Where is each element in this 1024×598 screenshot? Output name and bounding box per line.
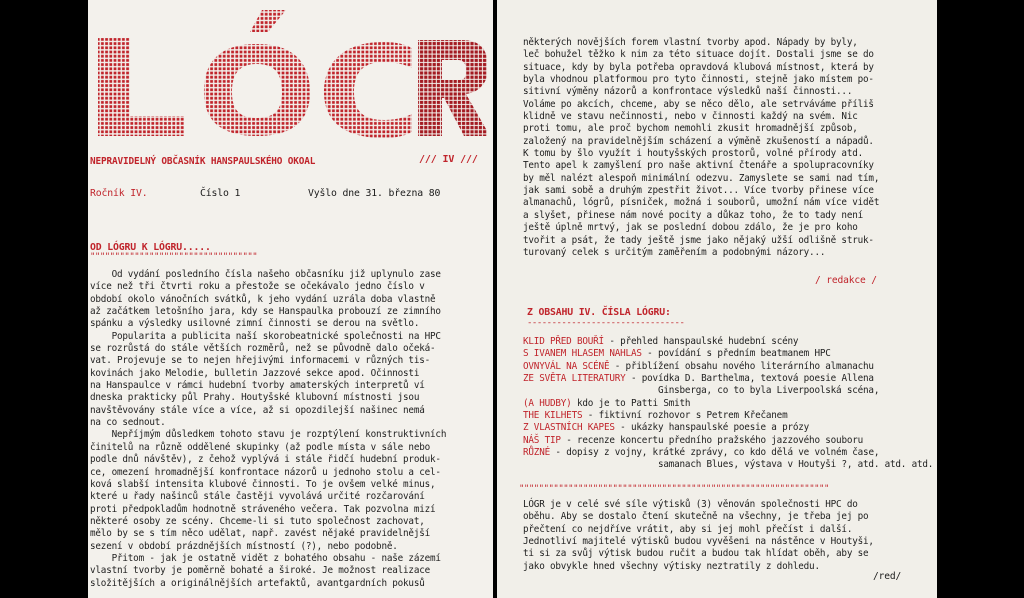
right-page	[497, 0, 937, 598]
masthead-logo	[92, 8, 487, 140]
text-line: Voláme po akcích, chceme, aby se něco dělo, ale setrváváme příliš	[523, 98, 874, 110]
contents-item-desc: - ukázky hanspaulské poesie a prózy	[620, 422, 810, 434]
contents-item-desc: - fiktivní rozhovor s Petrem Křečanem	[587, 410, 788, 422]
contents-item	[523, 410, 933, 422]
text-line: Popularita a publicita naší skorobeatnické společnosti na HPC	[90, 330, 441, 342]
text-line: přečtení co nejdříve vrátit, aby si jej mohl přečíst i další.	[523, 523, 853, 535]
text-line: turovaný celek s určitým zaměřením a podobnými názory...	[523, 246, 826, 258]
contents-item-desc: Ginsberga, co to byla Liverpoolská scéna,	[657, 385, 880, 397]
text-line: leč bohužel těžko k nim za této situace dojít. Dostali jsme se do	[523, 49, 874, 61]
contents-item	[523, 348, 933, 360]
text-line: kovinách jako Melodie, bulletin Jazzové sekce apod. Očinnosti	[90, 367, 420, 379]
closing-body	[523, 499, 874, 573]
text-line: proti předpokladům hodnotně stráveného večera. Tak pozvolna mizí	[90, 503, 436, 515]
text-line: sitivní výměny názorů a konfrontace výsledků naší činnosti...	[523, 86, 853, 98]
contents-item-desc: kdo je to Patti Smith	[576, 397, 691, 409]
text-line: období okolo vánočních svátků, k jeho vydání uzrála doba vlastně	[90, 293, 436, 305]
text-line: vat. Projevuje se to nejen hřejivými informacemi v různých tis-	[90, 355, 431, 367]
editorial-signature: / redakce /	[815, 275, 877, 286]
text-line: jak sami sobě a druhým zpestřit život... Více tvorby přinese více	[523, 185, 874, 197]
text-line: ková slabší intensita klubové činnosti. To je ovšem velké minus,	[90, 478, 436, 490]
text-line: a slyšet, přinese nám nové pocity a důkaz toho, že to tady není	[523, 209, 864, 221]
subtitle: NEPRAVIDELNÝ OBČASNÍK HANSPAULSKÉHO OKOAL	[90, 156, 316, 167]
contents-item-spacer	[523, 459, 658, 470]
contents-item-spacer	[523, 385, 658, 396]
editorial-continuation	[523, 37, 879, 259]
contents-item-title: RŮZNÉ	[523, 447, 550, 459]
text-line: proti tomu, ale proč bychom nemohli zkusit hromadnější způsob,	[523, 123, 858, 135]
contents-item-title: S IVANEM HLASEM NAHLAS	[523, 348, 642, 360]
text-line: mělo by se s tím něco udělat, např. zavést nějaké pravidelnější	[90, 528, 431, 540]
text-line: navštěvovány stále více a více, až si opozdilejší našinec nemá	[90, 404, 425, 416]
closing-signature: /red/	[873, 571, 902, 582]
issue-mark: /// IV ///	[419, 154, 478, 165]
text-line: složitějších a originálnějších artefaktů, avantgardních pokusů	[90, 577, 425, 589]
contents-item	[523, 385, 933, 397]
text-line: Nepříjmým důsledkem tohoto stavu je rozptýlení konstruktivních	[90, 429, 447, 441]
contents-item	[523, 459, 933, 471]
text-line: byla vhodnou platformou pro tyto činnosti, stejně jako místem po-	[523, 74, 874, 86]
contents-item-desc: - povídka D. Barthelma, textová poesie Allena	[630, 373, 874, 385]
contents-item	[523, 422, 933, 434]
text-line: podle dnů návštěv), z čehož vyplývá i stále řidčí hudební produk-	[90, 454, 441, 466]
contents-item-desc: - recenze koncertu předního pražského jazzového souboru	[566, 434, 864, 446]
contents-item-desc: samanach Blues, výstava v Houtyši ?, atd. atd. atd.	[657, 459, 934, 471]
text-line: vlastní tvorby je poměrně bohaté a široké. Je možnost realizace	[90, 565, 431, 577]
section-underline: """"""""""""""""""""""""""""""""""	[90, 252, 258, 262]
contents-item	[523, 447, 933, 459]
text-line: LÓGR je v celé své síle výtisků (3) věnován společnosti HPC do	[523, 499, 858, 510]
text-line: Jednotliví majitelé výtisků budou vyvěšeni na nástěnce v Houtyši,	[523, 536, 874, 548]
text-line: které u řady našinců stále častěji vyvolává určité rozčarování	[90, 491, 425, 503]
contents-item	[523, 398, 933, 410]
text-line: jako obvykle hned všechny výtisky neztratily z dohledu.	[523, 560, 820, 572]
contents-item-title: ZE SVĚTA LITERATURY	[523, 373, 626, 385]
contents-item-title: (A HUDBY)	[523, 397, 572, 409]
contents-item-desc: - dopisy z vojny, krátké zprávy, co kdo dělá ve volném čase,	[555, 447, 880, 459]
text-line: až začátkem letošního jara, kdy se Hanspaulka probouzí ze zimního	[90, 306, 441, 318]
text-line: Od vydání posledního čísla našeho občasníku již uplynulo zase	[90, 269, 441, 280]
contents-underline: --------------------------------	[527, 318, 685, 328]
closing-divider: """""""""""""""""""""""""""""""""""""""""""""""""""""""""""""""	[519, 484, 829, 494]
text-line: almanachů, lógrů, písniček, možná i souborů, umožní nám více vidět	[523, 197, 880, 209]
text-line: K tomu by šlo využít i houtyšských prostorů, volné přírody atd.	[523, 148, 864, 160]
contents-item-title: NÁŠ TIP	[523, 434, 561, 446]
text-line: ti si za svůj výtisk budou ručit a budou tak hlídat oběh, aby se	[523, 548, 869, 560]
text-line: spánku a výsledky usilovné zimní činnosti se derou na světlo.	[90, 318, 420, 330]
section-title: OD LÓGRU K LÓGRU.....	[90, 242, 211, 253]
contents-item	[523, 336, 933, 348]
text-line: sezení v období prázdnějších místností (?), nebo podobně.	[90, 540, 398, 552]
volume-label: Ročník IV.	[90, 188, 148, 199]
text-line: více než tři čtvrti roku a přestože se očekávalo jedno číslo v	[90, 281, 425, 293]
contents-item-desc: - přehled hanspaulské hudební scény	[609, 336, 799, 347]
text-line: Přitom - jak je ostatně vidět z bohatého obsahu - naše zázemí	[90, 552, 441, 564]
release-date: Vyšlo dne 31. března 80	[308, 188, 441, 199]
contents-item-title: OVNYVÁL NA SCÉNĚ	[523, 360, 610, 372]
text-line: některých novějších forem vlastní tvorby apod. Nápady by byly,	[523, 37, 858, 48]
text-line: činitelů na různě oddělené skupinky (až podle místa v sále nebo	[90, 441, 431, 453]
contents-item-desc: - povídání s předním beatmanem HPC	[647, 348, 831, 360]
contents-item	[523, 361, 933, 373]
text-line: ještě úplně mrtvý, jak se poslední dobou zdálo, že je pro koho	[523, 222, 858, 234]
contents-item-title: THE KILHETS	[523, 410, 583, 422]
text-line: oběhu. Aby se dostalo čtení skutečně na všechny, je třeba jej po	[523, 511, 869, 523]
contents-title: Z OBSAHU IV. ČÍSLA LÓGRU:	[527, 307, 671, 318]
text-line: Tento apel k zamyšlení pro naše aktivní čtenáře a spolupracovníky	[523, 160, 874, 172]
left-page	[88, 0, 493, 598]
contents-item	[523, 373, 933, 385]
issue-number: Číslo 1	[200, 188, 241, 199]
text-line: založený na pravidelnějším scházení a výměně zkušeností a nápadů.	[523, 135, 874, 147]
text-line: ce, omezení hromadnější konfrontace názorů u jednoho stolu a cel-	[90, 466, 441, 478]
contents-item-title: KLID PŘED BOUŘÍ	[523, 336, 604, 347]
text-line: některé osoby ze scény. Chceme-li si tuto společnost zachovat,	[90, 515, 425, 527]
contents-item-title: Z VLASTNÍCH KAPES	[523, 422, 615, 434]
contents-list	[523, 336, 933, 472]
text-line: dneska prakticky půl Prahy. Houtyšské klubovní místnosti jsou	[90, 392, 420, 404]
text-line: situace, kdy by byla potřeba opravdová klubová místnost, která by	[523, 61, 874, 73]
contents-item-desc: - přiblížení obsahu nového literárního almanachu	[614, 360, 874, 372]
text-line: tvořit a psát, že tady ještě jsme jako nějaký užší odlišně struk-	[523, 234, 874, 246]
editorial-body	[90, 269, 446, 590]
text-line: klidně ve stavu nečinnosti, nebo v činnosti každý na svém. Nic	[523, 111, 858, 123]
text-line: by měl nalézt alespoň minimální odezvu. Zamyslete se sami nad tím,	[523, 172, 880, 184]
text-line: se rozrůstá do stále větších rozměrů, než se původně dalo očeká-	[90, 343, 436, 355]
contents-item	[523, 435, 933, 447]
text-line: na co sednout.	[90, 417, 166, 429]
text-line: na Hanspaulce v rámci hudební tvorby amaterských interpretů ví	[90, 380, 425, 392]
